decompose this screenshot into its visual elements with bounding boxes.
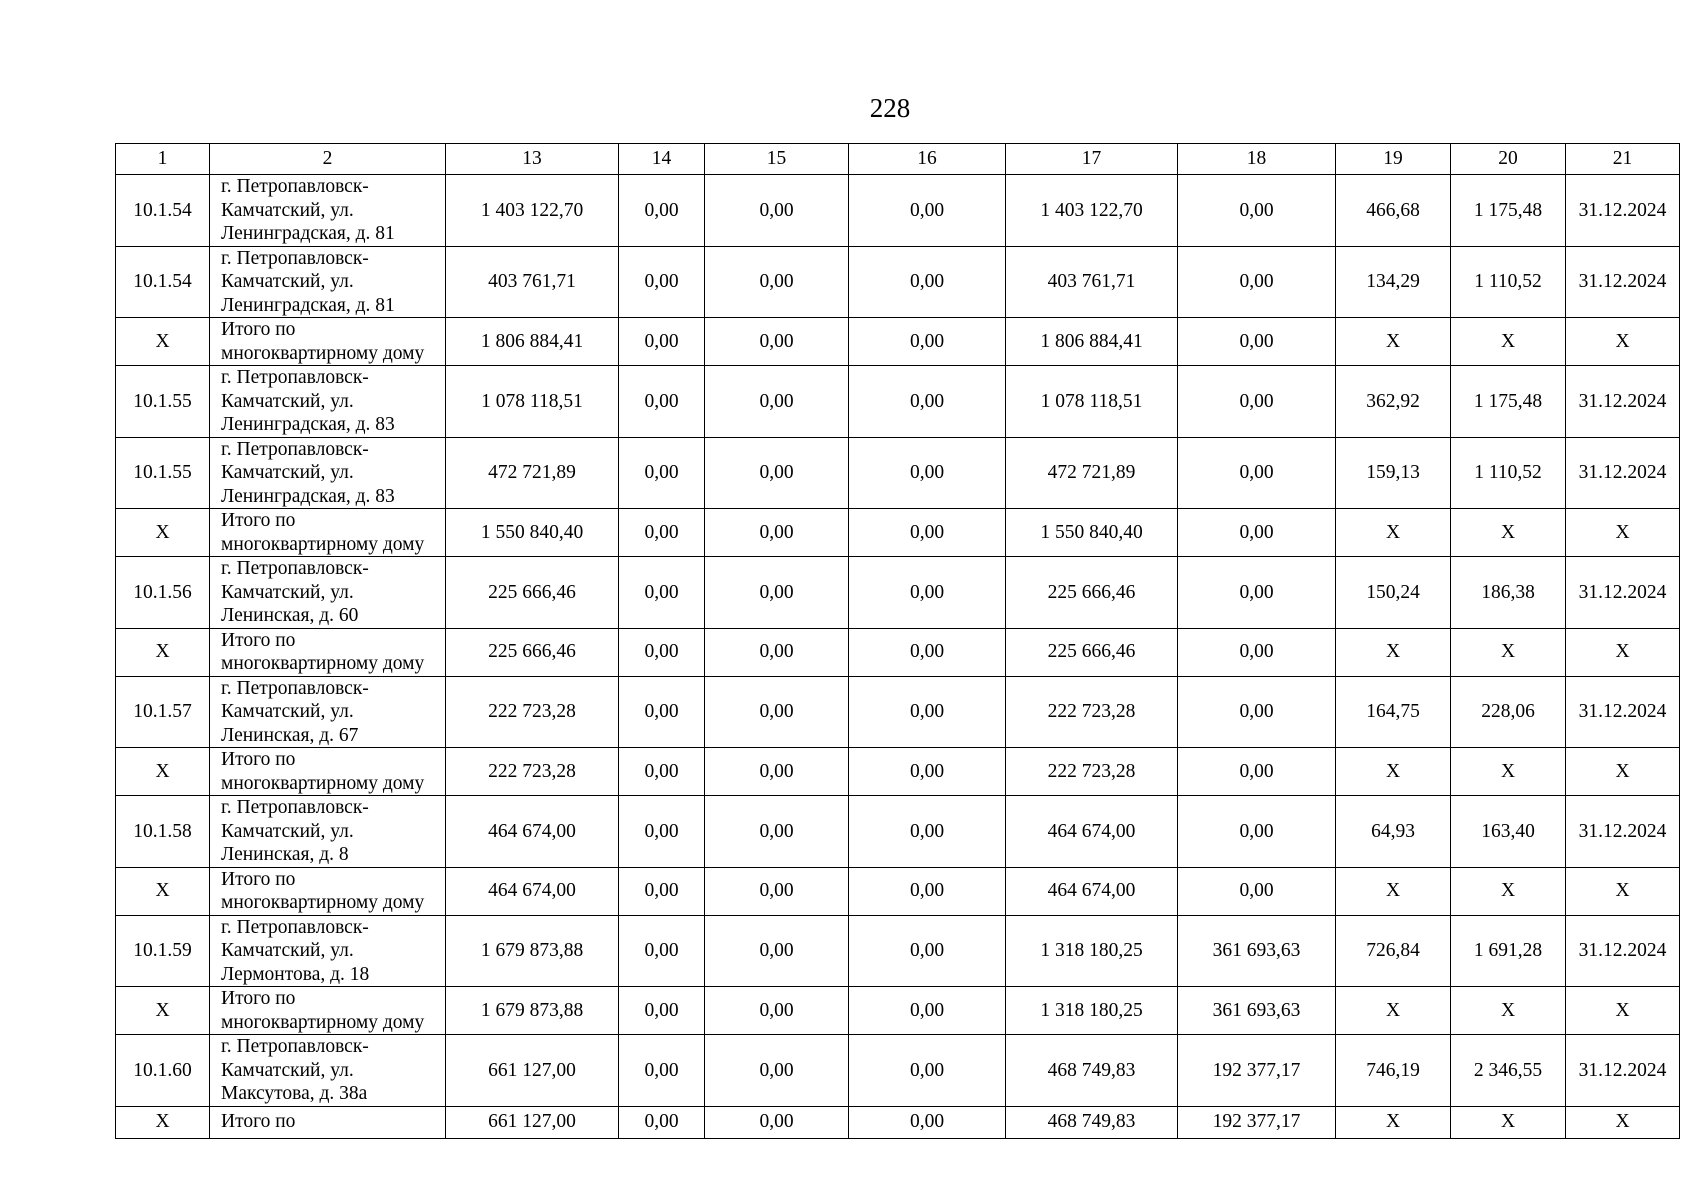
value-cell-15: 0,00 (705, 987, 849, 1035)
value-cell-20: X (1451, 1106, 1566, 1138)
value-cell-17: 464 674,00 (1006, 796, 1178, 868)
address-line: г. Петропавловск- (221, 916, 369, 938)
address-cell (210, 987, 446, 1035)
value-cell-13: 225 666,46 (446, 557, 619, 629)
value-cell-17: 1 318 180,25 (1006, 915, 1178, 987)
row-number-cell: 10.1.57 (116, 676, 210, 748)
address-cell (210, 1106, 446, 1138)
value-cell-15: 0,00 (705, 557, 849, 629)
value-cell-15: 0,00 (705, 175, 849, 247)
value-cell-16: 0,00 (849, 987, 1006, 1035)
row-number-cell: X (116, 318, 210, 366)
value-cell-17: 468 749,83 (1006, 1106, 1178, 1138)
address-line: Камчатский, ул. (221, 271, 354, 292)
value-cell-14: 0,00 (619, 557, 705, 629)
address-line: г. Петропавловск- (221, 176, 369, 197)
address-line: Итого по (221, 629, 296, 651)
address-line: Итого по (221, 319, 296, 340)
value-cell-13: 472 721,89 (446, 437, 619, 509)
total-row (116, 867, 1680, 915)
value-cell-14: 0,00 (619, 676, 705, 748)
row-number-cell: 10.1.55 (116, 437, 210, 509)
value-cell-21: X (1566, 509, 1680, 557)
address-line: Итого по (221, 510, 296, 531)
value-cell-15: 0,00 (705, 509, 849, 557)
value-cell-20: 1 175,48 (1451, 175, 1566, 247)
value-cell-17: 222 723,28 (1006, 676, 1178, 748)
value-cell-13: 661 127,00 (446, 1106, 619, 1138)
value-cell-13: 1 078 118,51 (446, 366, 619, 438)
total-row (116, 1106, 1680, 1138)
table-row (116, 915, 1680, 987)
value-cell-13: 1 679 873,88 (446, 987, 619, 1035)
value-cell-13: 222 723,28 (446, 748, 619, 796)
value-cell-18: 0,00 (1178, 557, 1336, 629)
value-cell-17: 225 666,46 (1006, 557, 1178, 629)
row-number-cell: X (116, 1106, 210, 1138)
address-cell (210, 1035, 446, 1107)
value-cell-19: 64,93 (1336, 796, 1451, 868)
value-cell-15: 0,00 (705, 748, 849, 796)
row-number-cell: X (116, 509, 210, 557)
value-cell-19: 159,13 (1336, 437, 1451, 509)
value-cell-16: 0,00 (849, 1106, 1006, 1138)
value-cell-13: 464 674,00 (446, 867, 619, 915)
value-cell-18: 192 377,17 (1178, 1106, 1336, 1138)
value-cell-21: X (1566, 318, 1680, 366)
table-row (116, 676, 1680, 748)
value-cell-17: 468 749,83 (1006, 1035, 1178, 1107)
total-row (116, 987, 1680, 1035)
address-line: многоквартирному дому (221, 342, 425, 364)
value-cell-19: X (1336, 867, 1451, 915)
value-cell-20: X (1451, 987, 1566, 1035)
value-cell-16: 0,00 (849, 318, 1006, 366)
table-row (116, 175, 1680, 247)
address-line: многоквартирному дому (221, 533, 425, 555)
address-line: Ленинградская, д. 81 (221, 294, 395, 316)
value-cell-17: 1 550 840,40 (1006, 509, 1178, 557)
column-header: 17 (1006, 144, 1178, 175)
address-line: Камчатский, ул. (221, 581, 354, 603)
value-cell-19: 726,84 (1336, 915, 1451, 987)
value-cell-18: 0,00 (1178, 676, 1336, 748)
value-cell-17: 1 403 122,70 (1006, 175, 1178, 247)
value-cell-19: X (1336, 748, 1451, 796)
value-cell-21: X (1566, 867, 1680, 915)
value-cell-18: 361 693,63 (1178, 987, 1336, 1035)
address-line: Ленинская, д. 8 (221, 844, 349, 865)
column-header: 13 (446, 144, 619, 175)
address-line: Итого по (221, 749, 296, 770)
total-row (116, 748, 1680, 796)
value-cell-16: 0,00 (849, 175, 1006, 247)
row-number-cell: 10.1.56 (116, 557, 210, 629)
value-cell-14: 0,00 (619, 628, 705, 676)
column-header: 14 (619, 144, 705, 175)
value-cell-20: X (1451, 318, 1566, 366)
value-cell-18: 0,00 (1178, 748, 1336, 796)
value-cell-18: 0,00 (1178, 437, 1336, 509)
value-cell-19: X (1336, 987, 1451, 1035)
value-cell-15: 0,00 (705, 1035, 849, 1107)
address-line: Камчатский, ул. (221, 199, 354, 221)
value-cell-17: 472 721,89 (1006, 437, 1178, 509)
value-cell-13: 222 723,28 (446, 676, 619, 748)
column-header: 2 (210, 144, 446, 175)
address-line: многоквартирному дому (221, 1011, 425, 1033)
row-number-cell: 10.1.58 (116, 796, 210, 868)
value-cell-21: 31.12.2024 (1566, 175, 1680, 247)
column-header: 18 (1178, 144, 1336, 175)
value-cell-19: 466,68 (1336, 175, 1451, 247)
address-line: Ленинская, д. 60 (221, 605, 359, 626)
value-cell-21: 31.12.2024 (1566, 246, 1680, 318)
value-cell-21: X (1566, 987, 1680, 1035)
value-cell-18: 0,00 (1178, 318, 1336, 366)
value-cell-14: 0,00 (619, 1035, 705, 1107)
address-line: многоквартирному дому (221, 653, 425, 674)
value-cell-15: 0,00 (705, 437, 849, 509)
address-line: Итого по (221, 1111, 296, 1133)
value-cell-13: 464 674,00 (446, 796, 619, 868)
value-cell-20: 1 691,28 (1451, 915, 1566, 987)
value-cell-15: 0,00 (705, 628, 849, 676)
value-cell-13: 661 127,00 (446, 1035, 619, 1107)
value-cell-21: X (1566, 628, 1680, 676)
row-number-cell: 10.1.59 (116, 915, 210, 987)
total-row (116, 509, 1680, 557)
address-line: Итого по (221, 988, 296, 1009)
table-row (116, 246, 1680, 318)
value-cell-14: 0,00 (619, 1106, 705, 1138)
value-cell-14: 0,00 (619, 796, 705, 868)
address-cell (210, 628, 446, 676)
value-cell-16: 0,00 (849, 437, 1006, 509)
address-cell (210, 366, 446, 438)
header-row (116, 144, 1680, 175)
value-cell-15: 0,00 (705, 676, 849, 748)
value-cell-13: 1 806 884,41 (446, 318, 619, 366)
address-line: Камчатский, ул. (221, 701, 354, 722)
value-cell-16: 0,00 (849, 246, 1006, 318)
value-cell-14: 0,00 (619, 175, 705, 247)
value-cell-18: 0,00 (1178, 366, 1336, 438)
value-cell-20: X (1451, 867, 1566, 915)
address-line: г. Петропавловск- (221, 367, 369, 388)
address-line: г. Петропавловск- (221, 797, 369, 818)
row-number-cell: 10.1.54 (116, 175, 210, 247)
value-cell-14: 0,00 (619, 318, 705, 366)
value-cell-17: 1 318 180,25 (1006, 987, 1178, 1035)
value-cell-19: 134,29 (1336, 246, 1451, 318)
address-line: Камчатский, ул. (221, 390, 354, 412)
value-cell-13: 1 679 873,88 (446, 915, 619, 987)
value-cell-16: 0,00 (849, 509, 1006, 557)
data-table (115, 143, 1680, 1139)
value-cell-19: X (1336, 509, 1451, 557)
value-cell-16: 0,00 (849, 915, 1006, 987)
address-line: г. Петропавловск- (221, 558, 369, 579)
page-number: 228 (869, 93, 911, 123)
value-cell-16: 0,00 (849, 366, 1006, 438)
column-header: 20 (1451, 144, 1566, 175)
value-cell-18: 361 693,63 (1178, 915, 1336, 987)
table-row (116, 1035, 1680, 1107)
value-cell-18: 0,00 (1178, 867, 1336, 915)
table-row (116, 437, 1680, 509)
value-cell-14: 0,00 (619, 509, 705, 557)
value-cell-21: 31.12.2024 (1566, 366, 1680, 438)
value-cell-15: 0,00 (705, 796, 849, 868)
value-cell-13: 225 666,46 (446, 628, 619, 676)
value-cell-17: 1 806 884,41 (1006, 318, 1178, 366)
row-number-cell: 10.1.60 (116, 1035, 210, 1107)
value-cell-16: 0,00 (849, 1035, 1006, 1107)
address-cell (210, 748, 446, 796)
value-cell-20: X (1451, 628, 1566, 676)
value-cell-19: 746,19 (1336, 1035, 1451, 1107)
value-cell-16: 0,00 (849, 557, 1006, 629)
value-cell-16: 0,00 (849, 796, 1006, 868)
row-number-cell: 10.1.54 (116, 246, 210, 318)
value-cell-21: X (1566, 1106, 1680, 1138)
address-line: г. Петропавловск- (221, 677, 369, 699)
value-cell-20: 1 110,52 (1451, 246, 1566, 318)
value-cell-20: 228,06 (1451, 676, 1566, 748)
value-cell-14: 0,00 (619, 987, 705, 1035)
value-cell-18: 0,00 (1178, 175, 1336, 247)
value-cell-14: 0,00 (619, 366, 705, 438)
table-row (116, 557, 1680, 629)
value-cell-19: X (1336, 1106, 1451, 1138)
value-cell-21: 31.12.2024 (1566, 1035, 1680, 1107)
column-header: 16 (849, 144, 1006, 175)
address-line: г. Петропавловск- (221, 1036, 369, 1057)
address-line: Камчатский, ул. (221, 820, 354, 842)
address-line: Ленинградская, д. 81 (221, 223, 395, 244)
value-cell-17: 1 078 118,51 (1006, 366, 1178, 438)
column-header: 15 (705, 144, 849, 175)
value-cell-18: 192 377,17 (1178, 1035, 1336, 1107)
value-cell-13: 1 403 122,70 (446, 175, 619, 247)
value-cell-19: 150,24 (1336, 557, 1451, 629)
value-cell-21: 31.12.2024 (1566, 437, 1680, 509)
value-cell-14: 0,00 (619, 246, 705, 318)
value-cell-20: 1 110,52 (1451, 437, 1566, 509)
total-row (116, 318, 1680, 366)
address-cell (210, 246, 446, 318)
value-cell-14: 0,00 (619, 867, 705, 915)
value-cell-16: 0,00 (849, 748, 1006, 796)
table-row (116, 796, 1680, 868)
value-cell-20: 186,38 (1451, 557, 1566, 629)
value-cell-13: 403 761,71 (446, 246, 619, 318)
value-cell-19: 362,92 (1336, 366, 1451, 438)
value-cell-19: X (1336, 318, 1451, 366)
address-line: Камчатский, ул. (221, 940, 354, 961)
column-header: 21 (1566, 144, 1680, 175)
value-cell-18: 0,00 (1178, 509, 1336, 557)
column-header: 19 (1336, 144, 1451, 175)
value-cell-17: 403 761,71 (1006, 246, 1178, 318)
row-number-cell: 10.1.55 (116, 366, 210, 438)
address-line: г. Петропавловск- (221, 247, 369, 269)
value-cell-15: 0,00 (705, 867, 849, 915)
address-line: многоквартирному дому (221, 772, 425, 794)
address-line: Камчатский, ул. (221, 462, 354, 483)
address-line: Ленинградская, д. 83 (221, 485, 395, 507)
value-cell-21: 31.12.2024 (1566, 915, 1680, 987)
value-cell-20: X (1451, 748, 1566, 796)
value-cell-15: 0,00 (705, 915, 849, 987)
value-cell-15: 0,00 (705, 1106, 849, 1138)
value-cell-15: 0,00 (705, 366, 849, 438)
value-cell-20: X (1451, 509, 1566, 557)
address-cell (210, 509, 446, 557)
value-cell-16: 0,00 (849, 867, 1006, 915)
value-cell-20: 2 346,55 (1451, 1035, 1566, 1107)
value-cell-21: 31.12.2024 (1566, 796, 1680, 868)
value-cell-21: 31.12.2024 (1566, 676, 1680, 748)
value-cell-17: 222 723,28 (1006, 748, 1178, 796)
value-cell-19: 164,75 (1336, 676, 1451, 748)
value-cell-14: 0,00 (619, 437, 705, 509)
value-cell-19: X (1336, 628, 1451, 676)
address-line: Камчатский, ул. (221, 1059, 354, 1081)
address-line: Максутова, д. 38а (221, 1083, 368, 1104)
value-cell-14: 0,00 (619, 748, 705, 796)
value-cell-18: 0,00 (1178, 796, 1336, 868)
address-cell (210, 796, 446, 868)
address-cell (210, 318, 446, 366)
value-cell-18: 0,00 (1178, 246, 1336, 318)
address-cell (210, 867, 446, 915)
value-cell-16: 0,00 (849, 676, 1006, 748)
table-body (116, 175, 1680, 1139)
table-row (116, 366, 1680, 438)
address-line: многоквартирному дому (221, 892, 425, 913)
row-number-cell: X (116, 867, 210, 915)
address-cell (210, 676, 446, 748)
value-cell-17: 225 666,46 (1006, 628, 1178, 676)
row-number-cell: X (116, 628, 210, 676)
value-cell-18: 0,00 (1178, 628, 1336, 676)
value-cell-21: 31.12.2024 (1566, 557, 1680, 629)
address-cell (210, 557, 446, 629)
address-cell (210, 437, 446, 509)
address-line: Итого по (221, 868, 296, 890)
address-line: Ленинская, д. 67 (221, 724, 359, 746)
value-cell-16: 0,00 (849, 628, 1006, 676)
value-cell-17: 464 674,00 (1006, 867, 1178, 915)
value-cell-20: 1 175,48 (1451, 366, 1566, 438)
column-header: 1 (116, 144, 210, 175)
total-row (116, 628, 1680, 676)
value-cell-14: 0,00 (619, 915, 705, 987)
row-number-cell: X (116, 748, 210, 796)
value-cell-20: 163,40 (1451, 796, 1566, 868)
value-cell-15: 0,00 (705, 318, 849, 366)
row-number-cell: X (116, 987, 210, 1035)
address-line: г. Петропавловск- (221, 438, 369, 460)
value-cell-15: 0,00 (705, 246, 849, 318)
value-cell-13: 1 550 840,40 (446, 509, 619, 557)
address-cell (210, 915, 446, 987)
address-cell (210, 175, 446, 247)
value-cell-21: X (1566, 748, 1680, 796)
address-line: Лермонтова, д. 18 (221, 963, 370, 985)
address-line: Ленинградская, д. 83 (221, 414, 395, 435)
